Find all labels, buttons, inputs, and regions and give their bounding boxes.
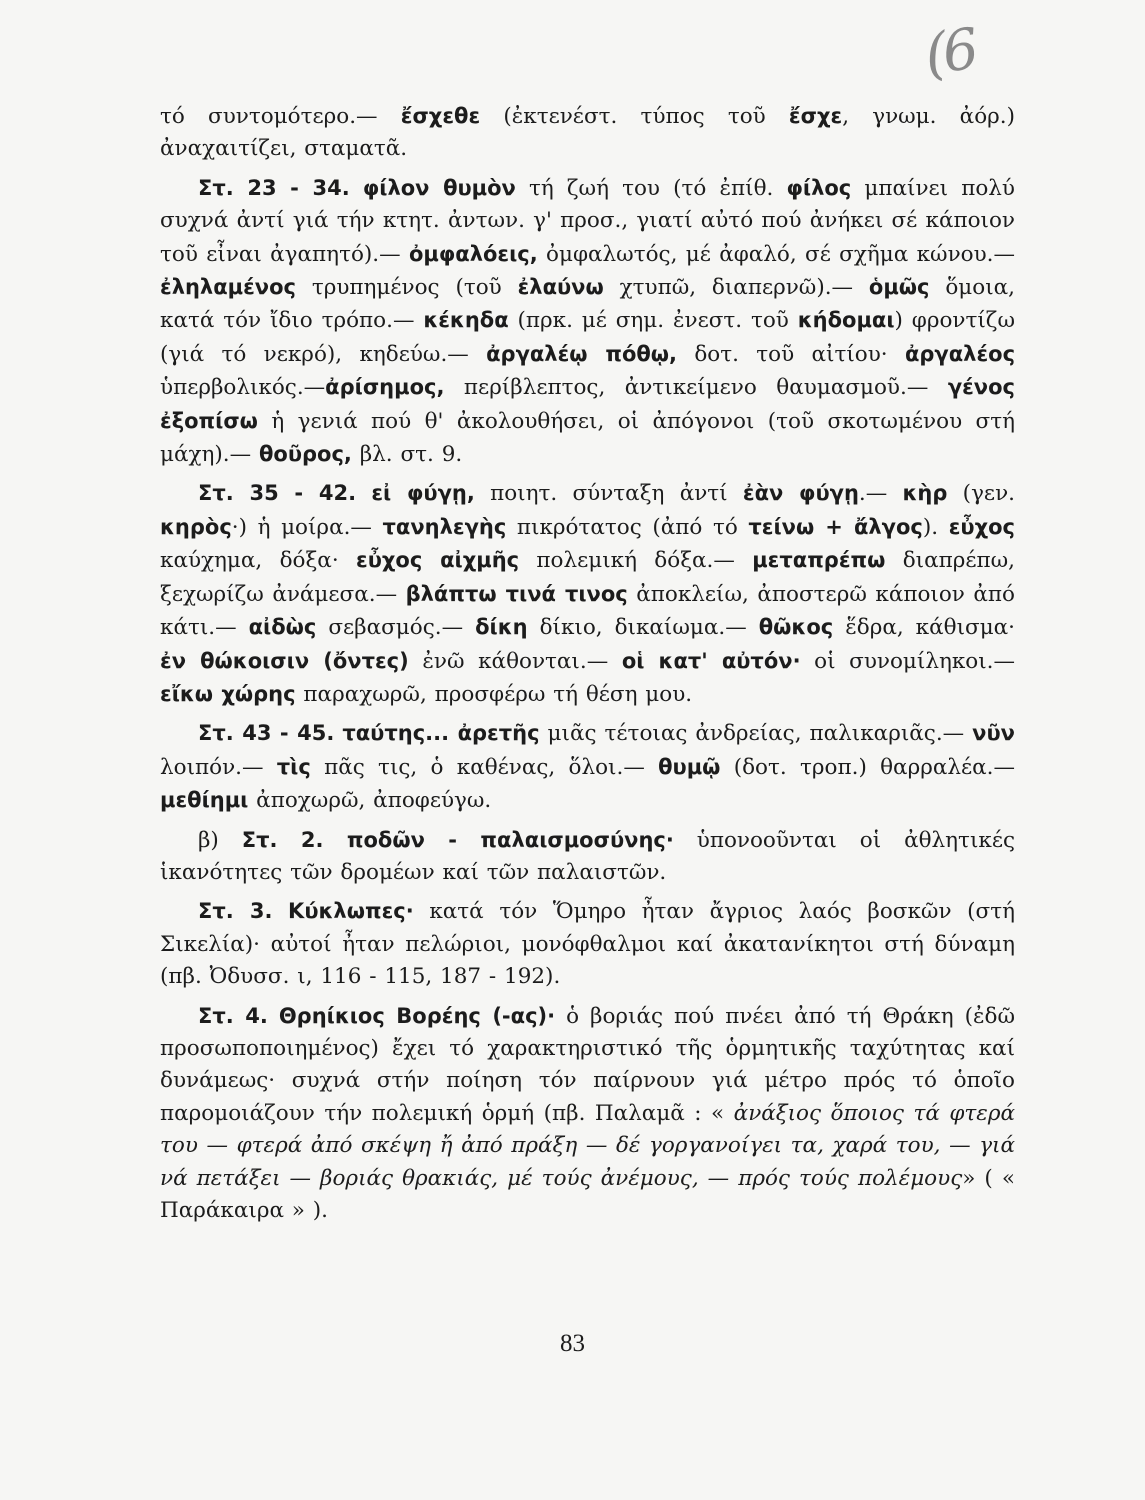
paragraph-verses-23-34: Στ. 23 - 34. φίλον θυμὸν τή ζωή του (τό ἐπίθ. φίλος μπαίνει πολύ συχνά ἀντί γιά τήν κτητ. ἀντων. γ' προσ., γιατί αὐτό πού ἀνήκει σέ κάποιον τοῦ εἶναι ἀγαπητό).— ὀμφαλόεις, ὀμφαλωτός, μέ ἀφαλό, σέ σχῆμα κώνου.— ἐληλαμένος τρυπημένος (τοῦ ἐλαύνω χτυπῶ, διαπερνῶ).— ὁμῶς ὅμοια, κατά τόν ἴδιο τρόπο.— κέκηδα (πρκ. μέ σημ. ἐνεστ. τοῦ κήδομαι) φροντίζω (γιά τό νεκρό), κηδεύω.— ἀργαλέῳ πόθῳ, δοτ. τοῦ αἰτίου· ἀργαλέος ὑπερβολικός.—ἀρίσημος, περίβλεπτος, ἀντικείμενο θαυμασμοῦ.— γένος ἐξοπίσω ἡ γενιά πού θ' ἀκολουθήσει, οἱ ἀπόγονοι (τοῦ σκοτωμένου στή μάχη).— θοῦρος, βλ. στ. 9. — [160, 175, 1016, 468]
paragraph-section-b-verse-2: β) Στ. 2. ποδῶν - παλαισμοσύνης· ὑπονοοῦνται οἱ ἀθλητικές ἱκανότητες τῶν δρομέων καί τῶν παλαιστῶν. — [160, 827, 1015, 885]
paragraph-verse-3: Στ. 3. Κύκλωπες· κατά τόν Ὅμηρο ἦταν ἄγριος λαός βοσκῶν (στή Σικελία)· αὐτοί ἦταν πελώριοι, μονόφθαλμοι καί ἀκατανίκητοι στή δύναμη (πβ. Ὀδυσσ. ι, 116 - 115, 187 - 192). — [160, 899, 1015, 990]
paragraph-verses-35-42: Στ. 35 - 42. εἰ φύγῃ, ποιητ. σύνταξη ἀντί ἐὰν φύγῃ.— κὴρ (γεν. κηρὸς·) ἡ μοίρα.— τανηλεγὴς πικρότατος (ἀπό τό τείνω + ἄλγος). εὖχος καύχημα, δόξα· εὖχος αἰχμῆς πολεμική δόξα.— μεταπρέπω διαπρέπω, ξεχωρίζω ἀνάμεσα.— βλάπτω τινά τινος ἀποκλείω, ἀποστερῶ κάποιον ἀπό κάτι.— αἰδὼς σεβασμός.— δίκη δίκιο, δικαίωμα.— θῶκος ἕδρα, κάθισμα· ἐν θώκοισιν (ὄντες) ἐνῶ κάθονται.— οἱ κατ' αὐτόν· οἱ συνομίληκοι.— εἴκω χώρης παραχωρῶ, προσφέρω τή θέση μου. — [160, 481, 1016, 707]
handwritten-page-mark: (6 — [920, 16, 979, 89]
paragraph-verses-43-45: Στ. 43 - 45. ταύτης... ἀρετῆς μιᾶς τέτοιας ἀνδρείας, παλικαριᾶς.— νῦν λοιπόν.— τὶς πᾶς τις, ὁ καθένας, ὅλοι.— θυμῷ (δοτ. τροπ.) θαρραλέα.— μεθίημι ἀποχωρῶ, ἀποφεύγω. — [160, 721, 1015, 814]
paragraph-verse-4: Στ. 4. Θρηίκιος Βορέης (-ας)· ὁ βοριάς πού πνέει ἀπό τή Θράκη (ἐδῶ προσωποποιημένος) ἔχει τό χαρακτηριστικό τῆς ὁρμητικῆς ταχύτητας καί δυνάμεως· συχνά στήν ποίηση τόν παίρνουν γιά μέτρο πρός τό ὁποῖο παρομοιάζουν τήν πολεμική ὁρμή (πβ. Παλαμᾶ : « ἀνάξιος ὅποιος τά φτερά του — φτερά ἀπό σκέψη ἤ ἀπό πράξη — δέ γοργανοίγει τα, χαρά του, — γιά νά πετάξει — βοριάς θρακιάς, μέ τούς ἀνέμους, — πρός τούς πολέμους» ( « Παράκαιρα » ). — [160, 1003, 1016, 1223]
commentary-text — [160, 100, 1015, 1233]
page-number: 83 — [560, 1330, 585, 1357]
paragraph-1: τό συντομότερο.— ἔσχεθε (ἐκτενέστ. τύπος τοῦ ἔσχε, γνωμ. ἀόρ.) ἀναχαιτίζει, σταματᾶ. — [160, 104, 1015, 162]
